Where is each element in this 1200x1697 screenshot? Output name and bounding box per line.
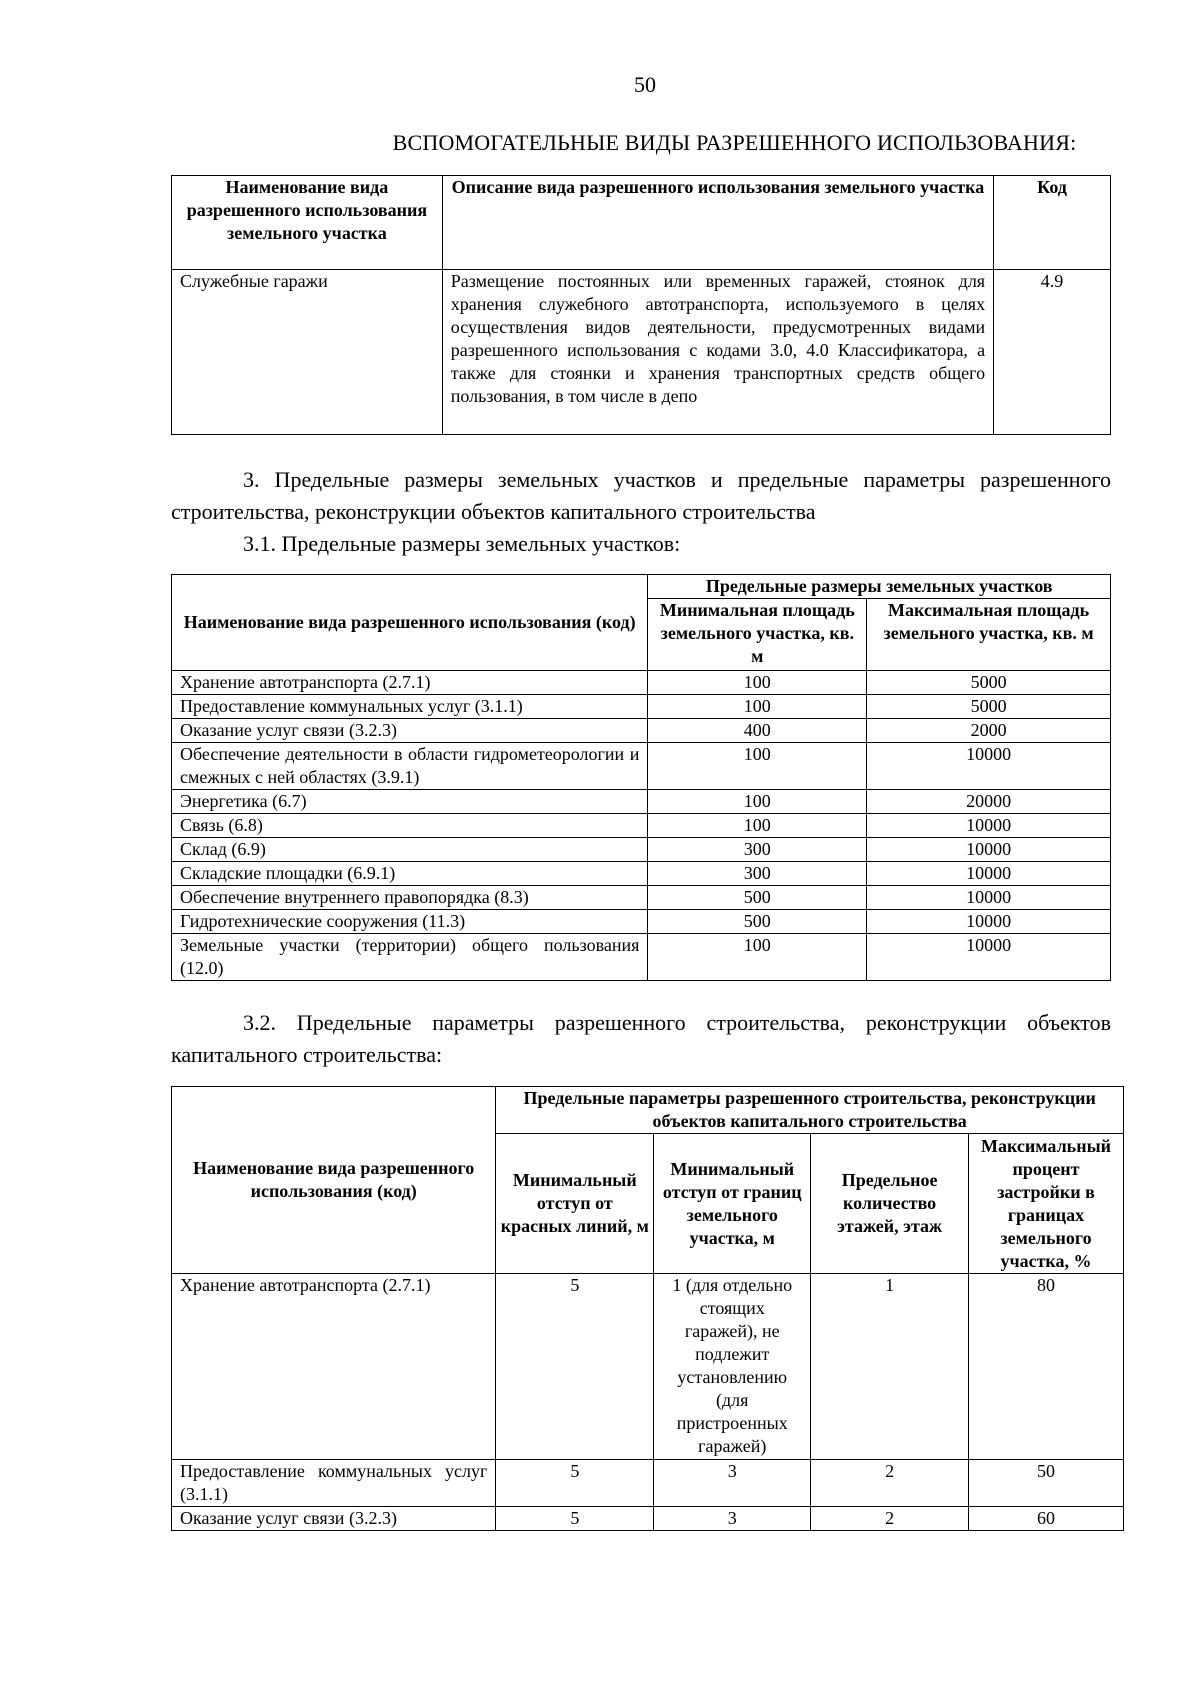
table-row — [172, 934, 1111, 981]
table-row — [172, 270, 1111, 435]
use-name: Складские площадки (6.9.1) — [172, 862, 648, 886]
table-header: Предельные размеры земельных участков — [648, 575, 1111, 599]
use-name: Земельные участки (территории) общего пользования (12.0) — [172, 934, 648, 981]
use-name: Хранение автотранспорта (2.7.1) — [172, 671, 648, 695]
max-area: 10000 — [867, 862, 1111, 886]
max-floors: 1 — [811, 1274, 969, 1460]
use-name: Предоставление коммунальных услуг (3.1.1) — [172, 1460, 496, 1507]
use-name: Склад (6.9) — [172, 838, 648, 862]
table-row — [172, 862, 1111, 886]
max-area: 10000 — [867, 814, 1111, 838]
table-row — [172, 695, 1111, 719]
min-area: 100 — [648, 671, 867, 695]
min-area: 100 — [648, 695, 867, 719]
aux-uses-heading: ВСПОМОГАТЕЛЬНЫЕ ВИДЫ РАЗРЕШЕННОГО ИСПОЛЬЗОВАНИЯ: — [392, 130, 1077, 155]
max-floors: 2 — [811, 1460, 969, 1507]
max-area: 5000 — [867, 671, 1111, 695]
min-area: 100 — [648, 743, 867, 790]
table-header: Описание вида разрешенного использования земельного участка — [442, 176, 993, 270]
min-area: 500 — [648, 910, 867, 934]
table-header: Минимальная площадь земельного участка, кв. м — [648, 599, 867, 671]
max-area: 5000 — [867, 695, 1111, 719]
table-header: Минимальный отступ от границ земельного участка, м — [654, 1134, 811, 1274]
section-3-2-text: 3.2. Предельные параметры разрешенного строительства, реконструкции объектов капитального строительства: — [171, 1010, 1111, 1067]
table-header: Максимальный процент застройки в границах земельного участка, % — [969, 1134, 1124, 1274]
table-row — [172, 886, 1111, 910]
use-description: Размещение постоянных или временных гаражей, стоянок для хранения служебного автотранспорта, используемого в целях осуществления видов деятельности, предусмотренных видами разрешенного использования с кодами 3.0, 4.0 Классификатора, а также для стоянки и хранения транспортных средств общего пользования, в том числе в депо — [442, 270, 993, 435]
min-area: 500 — [648, 886, 867, 910]
boundary-setback: 3 — [654, 1460, 811, 1507]
table-row — [172, 1507, 1124, 1531]
use-name: Обеспечение деятельности в области гидрометеорологии и смежных с ней областях (3.9.1) — [172, 743, 648, 790]
use-code: 4.9 — [994, 270, 1111, 435]
table-row — [172, 743, 1111, 790]
max-area: 20000 — [867, 790, 1111, 814]
min-area: 400 — [648, 719, 867, 743]
table-header: Наименование вида разрешенного использования (код) — [172, 575, 648, 671]
table-row — [172, 910, 1111, 934]
table-header: Предельные параметры разрешенного строительства, реконструкции объектов капитального строительства — [496, 1087, 1124, 1134]
min-area: 300 — [648, 838, 867, 862]
max-area: 10000 — [867, 886, 1111, 910]
use-name: Обеспечение внутреннего правопорядка (8.3) — [172, 886, 648, 910]
table-row — [172, 790, 1111, 814]
use-name: Энергетика (6.7) — [172, 790, 648, 814]
use-name: Гидротехнические сооружения (11.3) — [172, 910, 648, 934]
table-header: Наименование вида разрешенного использования (код) — [172, 1087, 496, 1274]
max-area: 10000 — [867, 934, 1111, 981]
min-area: 100 — [648, 934, 867, 981]
table-header: Минимальный отступ от красных линий, м — [496, 1134, 654, 1274]
use-name: Оказание услуг связи (3.2.3) — [172, 1507, 496, 1531]
table-header-row — [172, 1087, 1124, 1134]
max-coverage: 50 — [969, 1460, 1124, 1507]
use-name: Хранение автотранспорта (2.7.1) — [172, 1274, 496, 1460]
table-row — [172, 1460, 1124, 1507]
table-row — [172, 671, 1111, 695]
aux-uses-table — [171, 175, 1111, 435]
max-area: 2000 — [867, 719, 1111, 743]
min-area: 100 — [648, 814, 867, 838]
red-line-setback: 5 — [496, 1507, 654, 1531]
section-3-1-text: 3.1. Предельные размеры земельных участков: — [243, 531, 681, 556]
max-coverage: 60 — [969, 1507, 1124, 1531]
table-header: Наименование вида разрешенного использования земельного участка — [172, 176, 443, 270]
table-row — [172, 719, 1111, 743]
max-area: 10000 — [867, 743, 1111, 790]
max-area: 10000 — [867, 838, 1111, 862]
max-area: 10000 — [867, 910, 1111, 934]
max-floors: 2 — [811, 1507, 969, 1531]
boundary-setback: 3 — [654, 1507, 811, 1531]
min-area: 300 — [648, 862, 867, 886]
plot-sizes-table — [171, 574, 1111, 981]
section-3-text: 3. Предельные размеры земельных участков и предельные параметры разрешенного строительства, реконструкции объектов капитального строительства — [171, 467, 1111, 524]
table-header-row — [172, 575, 1111, 599]
table-header: Код — [994, 176, 1111, 270]
table-row — [172, 838, 1111, 862]
max-coverage: 80 — [969, 1274, 1124, 1460]
use-name: Оказание услуг связи (3.2.3) — [172, 719, 648, 743]
red-line-setback: 5 — [496, 1274, 654, 1460]
table-row — [172, 814, 1111, 838]
page-number: 50 — [634, 72, 656, 97]
table-header-row — [172, 176, 1111, 270]
red-line-setback: 5 — [496, 1460, 654, 1507]
min-area: 100 — [648, 790, 867, 814]
table-row — [172, 1274, 1124, 1460]
boundary-setback: 1 (для отдельно стоящих гаражей), не подлежит установлению (для пристроенных гаражей) — [654, 1274, 811, 1460]
table-header: Предельное количество этажей, этаж — [811, 1134, 969, 1274]
use-name: Служебные гаражи — [172, 270, 443, 435]
table-header: Максимальная площадь земельного участка, кв. м — [867, 599, 1111, 671]
use-name: Предоставление коммунальных услуг (3.1.1) — [172, 695, 648, 719]
use-name: Связь (6.8) — [172, 814, 648, 838]
construction-params-table — [171, 1086, 1124, 1531]
